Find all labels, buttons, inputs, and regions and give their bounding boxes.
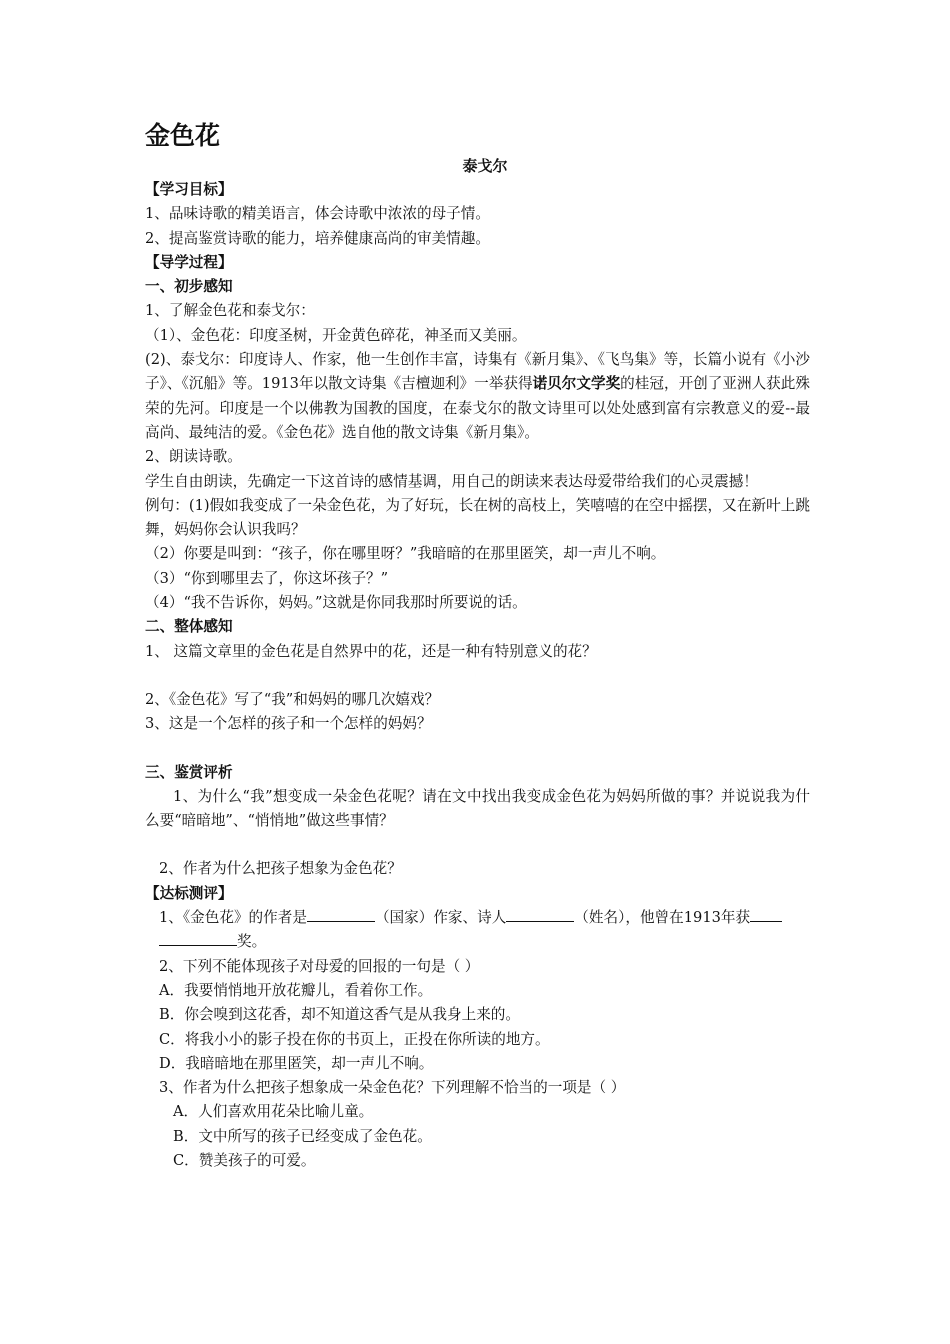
q1-text-d: 奖。 [237,933,267,951]
test-question3: 3、作者为什么把孩子想象成一朵金色花？下列理解不恰当的一项是（ ） [159,1079,626,1097]
section1-question1: 1、了解金色花和泰戈尔： [145,302,315,320]
test-question2: 2、下列不能体现孩子对母爱的回报的一句是（ ） [159,957,480,975]
spacer [145,664,810,688]
section1-heading: 一、初步感知 [145,278,233,296]
section3-question1: 1、为什么“我”想变成一朵金色花呢？请在文中找出我变成金色花为妈妈所做的事？并说说我为什么要“暗暗地”、“悄悄地”做这些事情？ [145,787,810,830]
fill-blank [750,906,782,922]
document-page [145,118,810,1173]
point2-text-pre: (2)、泰戈尔：印度诗人、作家，他一生创作丰富，诗集有《新月集》、《飞鸟集》等，长篇小说有《小沙子》、《沉船》等。1913年以散文诗集《吉檀迦利》一举获得 [145,351,810,393]
q1-text-b: （国家）作家、诗人 [374,909,507,927]
fill-blank [506,906,574,922]
section1-example2: （2）你要是叫到：“孩子，你在哪里呀？”我暗暗的在那里匿笑，却一声儿不响。 [145,545,666,563]
option-b: B．文中所写的孩子已经变成了金色花。 [173,1127,432,1145]
section2-question2: 2、《金色花》写了“我”和妈妈的哪几次嬉戏？ [145,690,440,708]
q1-text-c: （姓名），他曾在1913年获 [574,909,751,927]
point2-bold-award: 诺贝尔文学奖 [532,375,621,393]
process-heading: 【导学过程】 [145,253,233,271]
test-heading: 【达标测评】 [145,884,233,902]
document-title: 金色花 [145,121,221,150]
spacer [145,737,810,761]
section1-example4: （4）“我不告诉你，妈妈。”这就是你同我那时所要说的话。 [145,594,527,612]
section1-example3: （3）“你到哪里去了，你这坏孩子？” [145,569,389,587]
goals-heading: 【学习目标】 [145,181,233,198]
section3-heading: 三、鉴赏评析 [145,763,233,781]
option-c: C．赞美孩子的可爱。 [173,1151,316,1169]
section1-point2 [145,348,810,445]
option-c: C．将我小小的影子投在你的书页上，正投在你所读的地方。 [159,1030,550,1048]
option-a: A．人们喜欢用花朵比喻儿童。 [173,1103,374,1121]
section1-reading-instructions: 学生自由朗读，先确定一下这首诗的感情基调，用自己的朗读来表达母爱带给我们的心灵震撼！ [145,472,758,490]
goal-item: 2、提高鉴赏诗歌的能力，培养健康高尚的审美情趣。 [145,229,490,247]
option-b: B．你会嗅到这花香，却不知道这香气是从我身上来的。 [159,1006,520,1024]
section2-question3: 3、这是一个怎样的孩子和一个怎样的妈妈？ [145,715,432,733]
spacer [145,833,810,857]
q1-text-a: 1、《金色花》的作者是 [159,909,307,927]
goal-item: 1、品味诗歌的精美语言，体会诗歌中浓浓的母子情。 [145,205,490,223]
point2-text-post: 的桂冠，开创了亚洲人获此殊荣的先河。印度是一个以佛教为国教的国度，在泰戈尔的散文诗里可以处处感到富有宗教意义的爱--最高尚、最纯洁的爱。《金色花》选自他的散文诗集《新月集》。 [145,375,810,441]
test-question1 [145,906,810,930]
section2-heading: 二、整体感知 [145,618,233,636]
fill-blank [159,930,237,946]
option-a: A．我要悄悄地开放花瓣儿，看着你工作。 [159,981,433,999]
option-d: D．我暗暗地在那里匿笑，却一声儿不响。 [159,1054,434,1072]
section1-question2: 2、朗读诗歌。 [145,448,242,466]
section2-question1: 1、 这篇文章里的金色花是自然界中的花，还是一种有特别意义的花？ [145,642,597,660]
section1-point1: （1）、金色花：印度圣树，开金黄色碎花，神圣而又美丽。 [145,326,527,344]
document-author: 泰戈尔 [462,157,508,175]
fill-blank [307,906,375,922]
test-question1-cont [145,930,810,954]
section3-question2: 2、作者为什么把孩子想象为金色花？ [159,860,402,878]
section1-example1: 例句：(1)假如我变成了一朵金色花，为了好玩，长在树的高枝上，笑嘻嘻的在空中摇摆，又在新叶上跳舞，妈妈你会认识我吗？ [145,496,810,539]
